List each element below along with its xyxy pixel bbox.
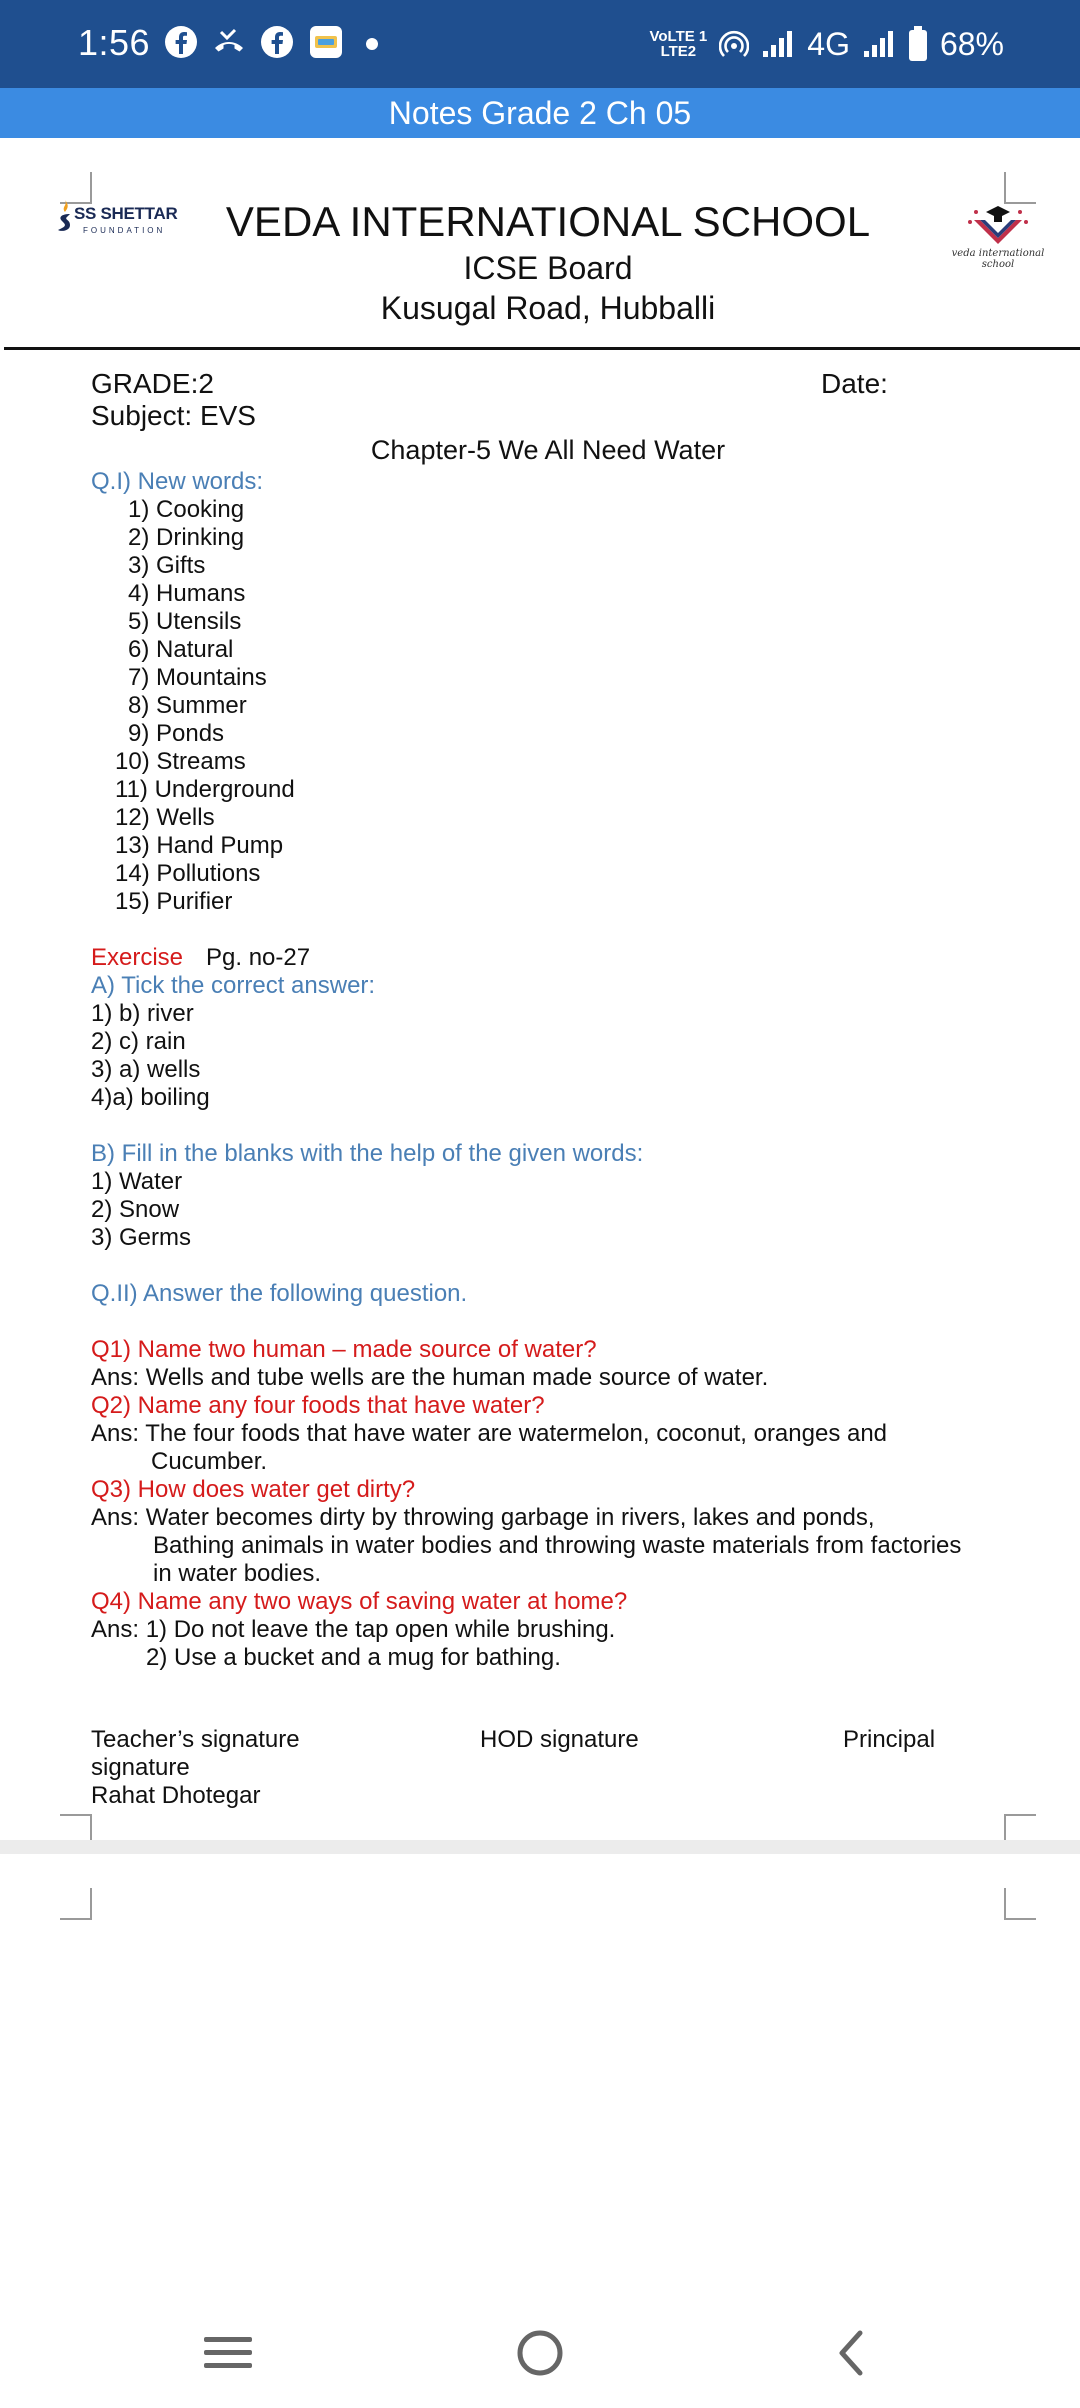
subject: Subject: EVS [91, 400, 256, 431]
list-item: 9) Ponds [128, 720, 225, 747]
exercise-page: Pg. no-27 [206, 944, 311, 971]
answer: Ans: 1) Do not leave the tap open while brushing. [91, 1616, 616, 1643]
section-a-heading: A) Tick the correct answer: [91, 972, 376, 999]
list-item: 3) Gifts [128, 552, 206, 579]
school-address: Kusugal Road, Hubballi [380, 290, 716, 326]
list-item: 4) Humans [128, 580, 246, 607]
header-divider [4, 347, 1080, 350]
graduation-cap-icon [936, 198, 1060, 250]
logo-name: SS SHETTAR [74, 204, 178, 223]
document-title-bar [0, 88, 1080, 138]
list-item: 11) Underground [115, 776, 295, 803]
answer: Cucumber. [151, 1448, 268, 1475]
volte-indicator: VoLTE 1 LTE2 [649, 28, 708, 60]
network-type: 4G [807, 25, 850, 62]
list-item: 1) Cooking [128, 496, 245, 523]
app-icon [308, 24, 344, 60]
answer: 2) Use a bucket and a mug for bathing. [146, 1644, 561, 1671]
list-item: 14) Pollutions [115, 860, 261, 887]
list-item: 2) c) rain [91, 1028, 186, 1055]
page-separator [0, 1840, 1080, 1854]
school-name: VEDA INTERNATIONAL SCHOOL [225, 198, 871, 245]
home-button[interactable] [500, 2318, 580, 2388]
battery-icon [908, 26, 928, 62]
grade: GRADE:2 [91, 368, 214, 399]
signal-icon [862, 29, 896, 59]
more-dot-icon [366, 38, 378, 50]
list-item: 15) Purifier [115, 888, 233, 915]
hotspot-icon [719, 29, 749, 59]
recent-apps-icon [202, 2333, 254, 2373]
list-item: 12) Wells [115, 804, 215, 831]
question: Q1) Name two human – made source of water? [91, 1336, 597, 1363]
list-item: 6) Natural [128, 636, 234, 663]
back-icon [830, 2327, 870, 2379]
system-indicators [649, 22, 1004, 66]
principal-signature-label: Principal [843, 1726, 936, 1753]
hod-signature-label: HOD signature [480, 1726, 639, 1753]
list-item: 8) Summer [128, 692, 247, 719]
clock: 1:56 [78, 22, 151, 63]
facebook-icon [163, 24, 199, 60]
crop-mark [60, 1888, 92, 1920]
logo-caption: veda international school [951, 248, 1045, 270]
question: Q3) How does water get dirty? [91, 1476, 416, 1503]
list-item: 1) Water [91, 1168, 183, 1195]
answer: Ans: Wells and tube wells are the human made source of water. [91, 1364, 769, 1391]
teacher-name: Rahat Dhotegar [91, 1782, 261, 1809]
list-item: 2) Drinking [128, 524, 245, 551]
document-page[interactable] [0, 138, 1080, 1840]
question: Q4) Name any two ways of saving water at home? [91, 1588, 628, 1615]
chapter-title: Chapter-5 We All Need Water [370, 435, 726, 465]
exercise-label: Exercise [91, 944, 184, 971]
section-b-heading: B) Fill in the blanks with the help of the given words: [91, 1140, 644, 1167]
recent-apps-button[interactable] [188, 2318, 268, 2388]
new-words-heading: Q.I) New words: [91, 468, 264, 495]
list-item: 2) Snow [91, 1196, 180, 1223]
list-item: 7) Mountains [128, 664, 267, 691]
list-item: 3) Germs [91, 1224, 192, 1251]
principal-signature-label-line2: signature [91, 1754, 190, 1781]
answer: Bathing animals in water bodies and throwing waste materials from factories [153, 1532, 962, 1559]
teacher-signature-label: Teacher’s signature [91, 1726, 300, 1753]
answer: in water bodies. [153, 1560, 322, 1587]
list-item: 10) Streams [115, 748, 246, 775]
facebook-icon [259, 24, 295, 60]
list-item: 13) Hand Pump [115, 832, 284, 859]
list-item: 4)a) boiling [91, 1084, 210, 1111]
answer: Ans: Water becomes dirty by throwing garbage in rivers, lakes and ponds, [91, 1504, 875, 1531]
logo-sub: FOUNDATION [83, 226, 166, 235]
back-button[interactable] [810, 2318, 890, 2388]
list-item: 3) a) wells [91, 1056, 201, 1083]
date-label: Date: [821, 368, 888, 399]
battery-percent: 68% [939, 25, 1004, 62]
list-item: 5) Utensils [128, 608, 242, 635]
answer: Ans: The four foods that have water are watermelon, coconut, oranges and [91, 1420, 888, 1447]
section-q2-heading: Q.II) Answer the following question. [91, 1280, 468, 1307]
document-title: Notes Grade 2 Ch 05 [388, 95, 692, 131]
missed-call-icon [211, 24, 247, 60]
status-bar [0, 0, 1080, 88]
question: Q2) Name any four foods that have water? [91, 1392, 545, 1419]
school-board: ICSE Board [463, 250, 633, 286]
home-icon [514, 2327, 566, 2379]
veda-logo [936, 198, 1060, 270]
navigation-bar [0, 2298, 1080, 2408]
signal-icon [761, 29, 795, 59]
list-item: 1) b) river [91, 1000, 194, 1027]
crop-mark [1004, 1888, 1036, 1920]
